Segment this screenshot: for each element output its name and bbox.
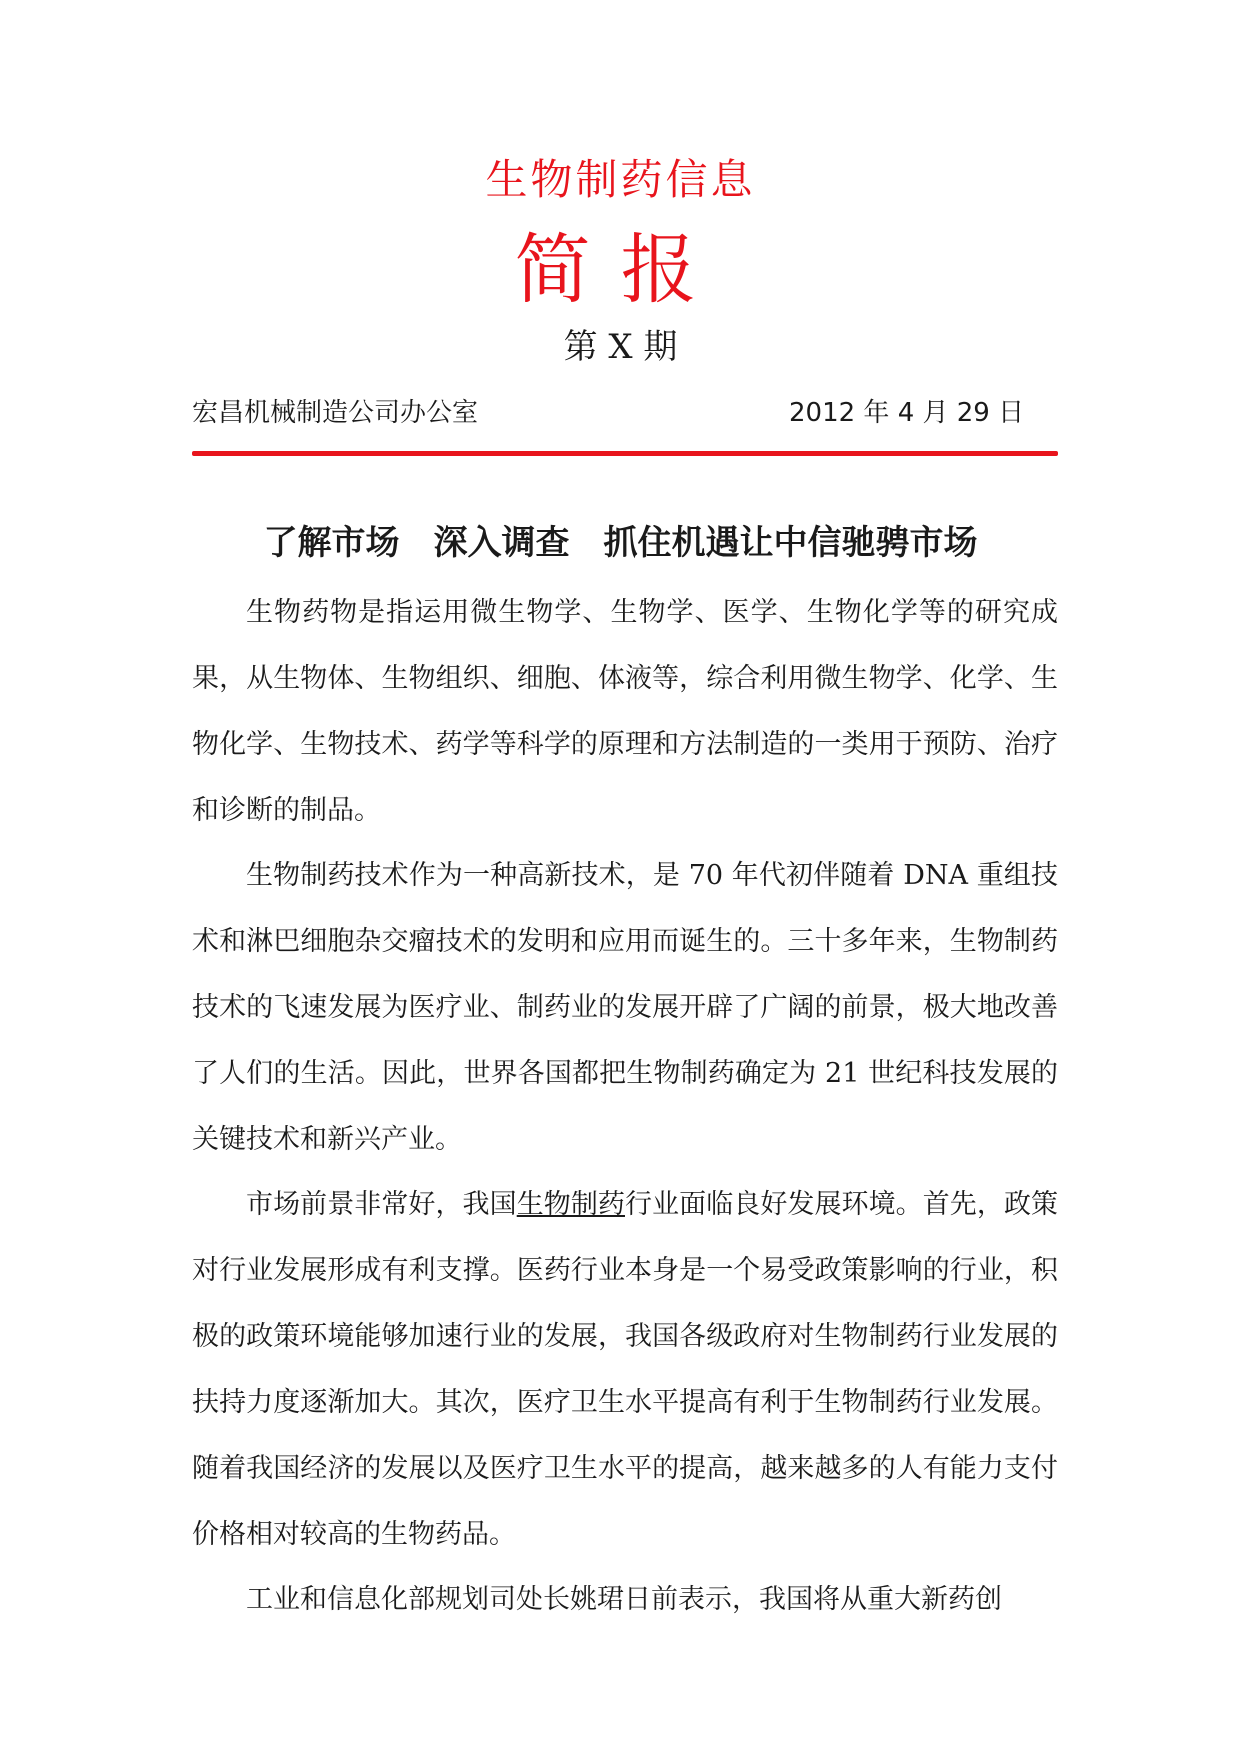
header-divider (192, 451, 1058, 456)
paragraph-2: 生物制药技术作为一种高新技术，是 70 年代初伴随着 DNA 重组技术和淋巴细胞杂交瘤技术的发明和应用而诞生的。三十多年来，生物制药技术的飞速发展为医疗业、制药业的发展开辟了广阔的前景，极大地改善了人们的生活。因此，世界各国都把生物制药确定为 21 世纪科技发展的关键技术和新兴产业。 (192, 860, 1058, 1155)
masthead-subtitle: 生物制药信息 (485, 155, 756, 204)
masthead-title: 简报 (514, 225, 727, 314)
paragraph-4: 工业和信息化部规划司处长姚珺日前表示，我国将从重大新药创 (246, 1584, 1002, 1615)
paragraph-1: 生物药物是指运用微生物学、生物学、医学、生物化学等的研究成果，从生物体、生物组织、细胞、体液等，综合利用微生物学、化学、生物化学、生物技术、药学等科学的原理和方法制造的一类用于预防、治疗和诊断的制品。 (192, 597, 1058, 826)
article-headline: 了解市场 深入调查 抓住机遇让中信驰骋市场 (263, 523, 978, 563)
paragraph-3-text-a: 市场前景非常好，我国 (246, 1189, 517, 1220)
issuing-office: 宏昌机械制造公司办公室 (192, 398, 479, 428)
paragraph-3-text-b: 行业面临良好发展环境。首先，政策对行业发展形成有利支撑。医药行业本身是一个易受政策影响的行业，积极的政策环境能够加速行业的发展，我国各级政府对生物制药行业发展的扶持力度逐渐加大。其次，医疗卫生水平提高有利于生物制药行业发展。随着我国经济的发展以及医疗卫生水平的提高，越来越多的人有能力支付价格相对较高的生物药品。 (192, 1189, 1059, 1550)
issue-number: 第 X 期 (563, 327, 678, 367)
issue-date: 2012 年 4 月 29 日 (789, 398, 1025, 428)
biopharma-link[interactable]: 生物制药 (516, 1189, 625, 1220)
paragraph-3 (192, 1172, 1058, 1568)
